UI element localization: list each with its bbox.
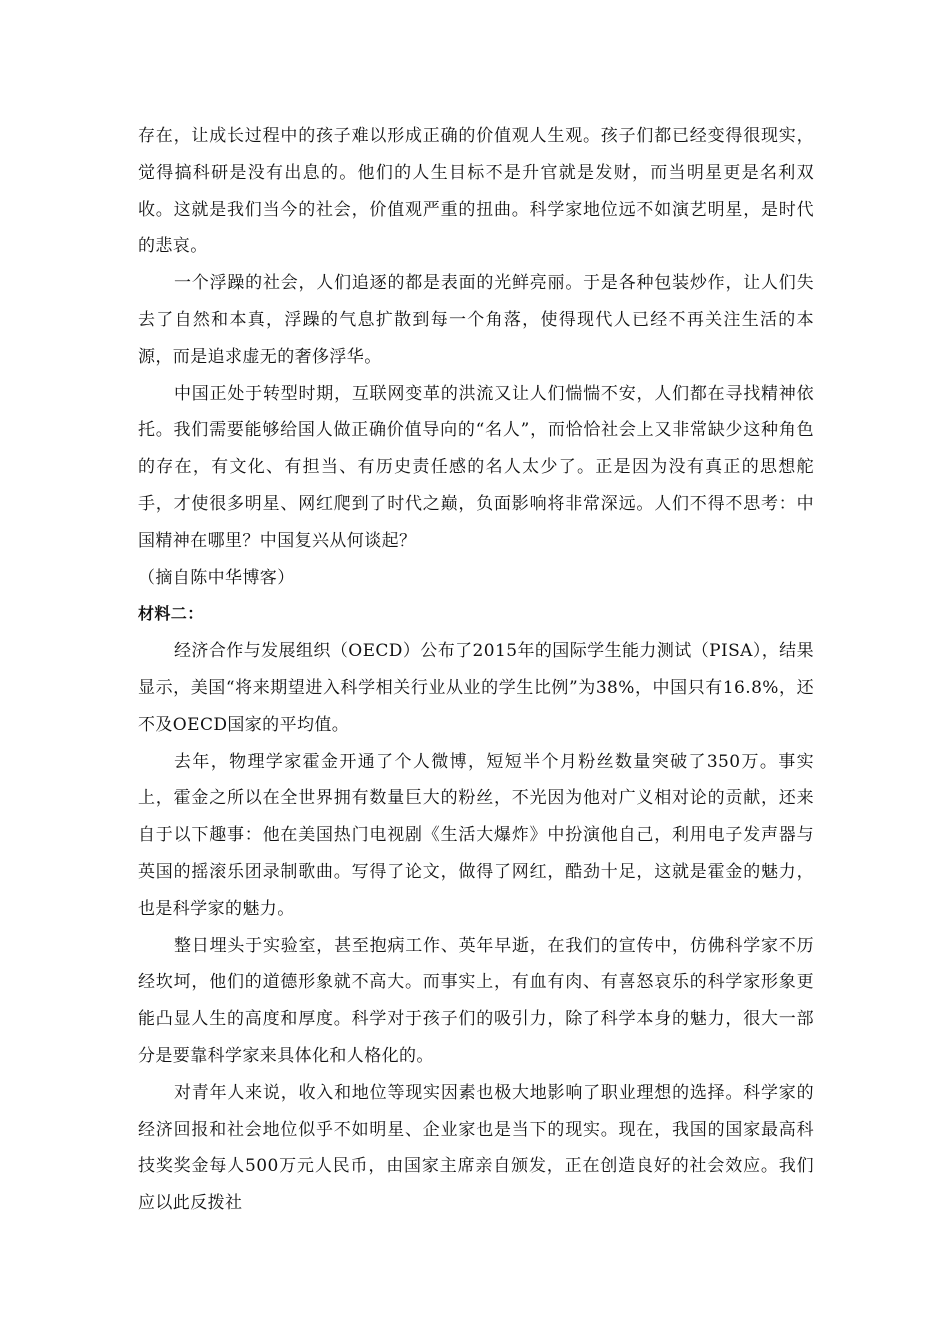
material-paragraph-2: 去年，物理学家霍金开通了个人微博，短短半个月粉丝数量突破了350万。事实上，霍金之所以在全世界拥有数量巨大的粉丝，不光因为他对广义相对论的贡献，还来自于以下趣事：他在美国热门电视剧《生活大爆炸》中扮演他自己，利用电子发声器与英国的摇滚乐团录制歌曲。写得了论文，做得了网红，酷劲十足，这就是霍金的魅力，也是科学家的魅力。 <box>138 751 814 919</box>
paragraph-3: 中国正处于转型时期，互联网变革的洪流又让人们惴惴不安，人们都在寻找精神依托。我们需要能够给国人做正确价值导向的“名人”，而恰恰社会上又非常缺少这种角色的存在，有文化、有担当、有历史责任感的名人太少了。正是因为没有真正的思想舵手，才使很多明星、网红爬到了时代之巅，负面影响将非常深远。人们不得不思考：中国精神在哪里？中国复兴从何谈起？ <box>138 383 814 551</box>
material-paragraph-4: 对青年人来说，收入和地位等现实因素也极大地影响了职业理想的选择。科学家的经济回报和社会地位似乎不如明星、企业家也是当下的现实。现在，我国的国家最高科技奖奖金每人500万元人民币，由国家主席亲自颁发，正在创造良好的社会效应。我们应以此反拨社 <box>138 1082 814 1214</box>
paragraph-1: 存在，让成长过程中的孩子难以形成正确的价值观人生观。孩子们都已经变得很现实，觉得搞科研是没有出息的。他们的人生目标不是升官就是发财，而当明星更是名利双收。这就是我们当今的社会，价值观严重的扭曲。科学家地位远不如演艺明星，是时代的悲哀。 <box>138 126 814 257</box>
material-paragraph-3: 整日埋头于实验室，甚至抱病工作、英年早逝，在我们的宣传中，仿佛科学家不历经坎坷，他们的道德形象就不高大。而事实上，有血有肉、有喜怒哀乐的科学家形象更能凸显人生的高度和厚度。科学对于孩子们的吸引力，除了科学本身的魅力，很大一部分是要靠科学家来具体化和人格化的。 <box>138 935 814 1066</box>
material-two-heading: 材料二： <box>138 604 204 624</box>
material-paragraph-1: 经济合作与发展组织（OECD）公布了2015年的国际学生能力测试（PISA），结果显示，美国“将来期望进入科学相关行业从业的学生比例”为38%，中国只有16.8%，还不及OECD国家的平均值。 <box>138 641 814 735</box>
document-body <box>138 118 814 1222</box>
source-citation: （摘自陈中华博客） <box>138 567 295 588</box>
paragraph-2: 一个浮躁的社会，人们追逐的都是表面的光鲜亮丽。于是各种包装炒作，让人们失去了自然和本真，浮躁的气息扩散到每一个角落，使得现代人已经不再关注生活的本源，而是追求虚无的奢侈浮华。 <box>138 273 814 367</box>
